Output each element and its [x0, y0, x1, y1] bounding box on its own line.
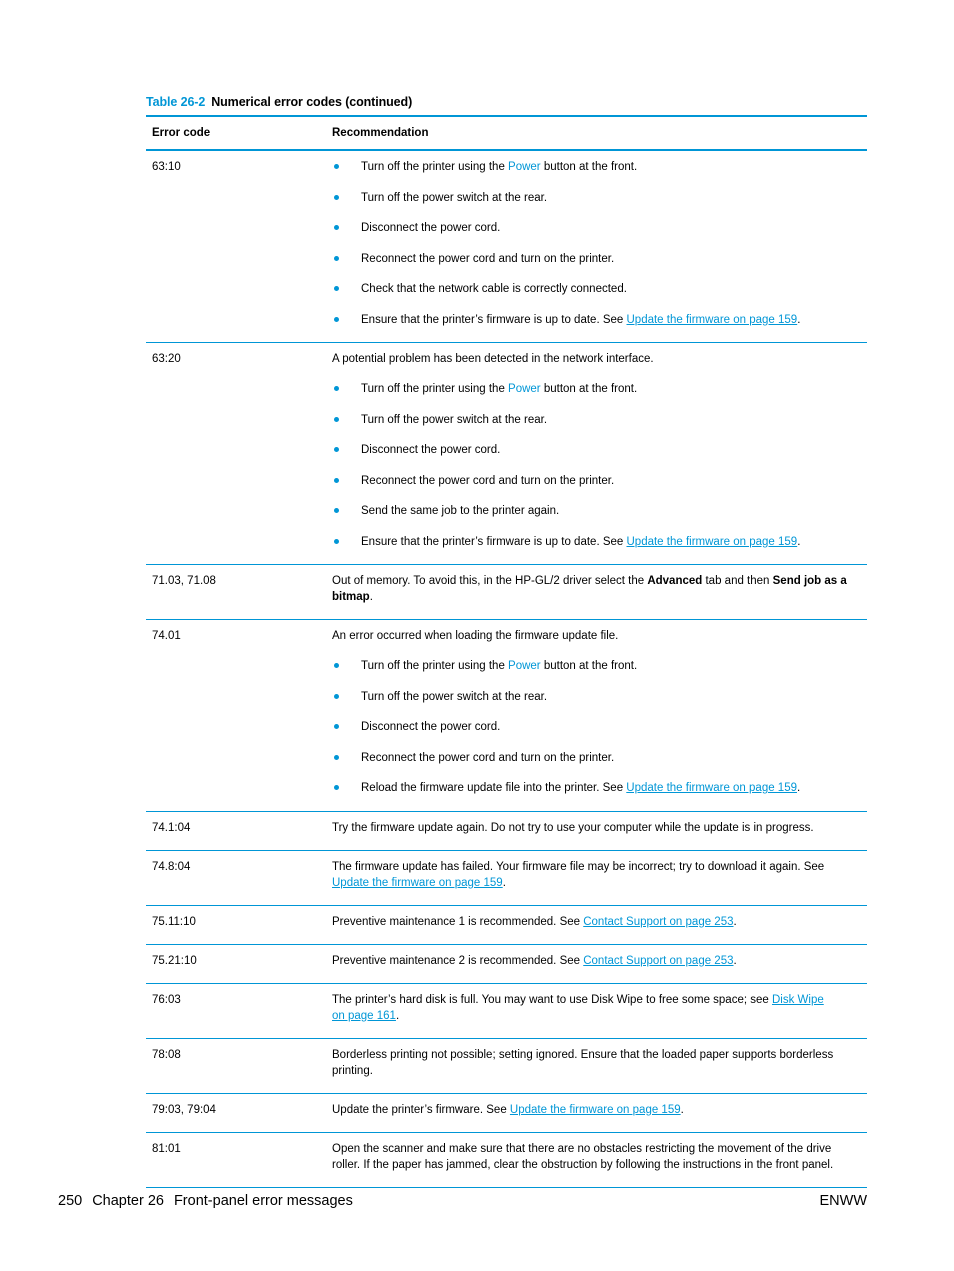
header-recommendation: Recommendation [332, 127, 429, 139]
bullet-icon [334, 508, 339, 513]
table-row [146, 565, 867, 620]
list-item: Turn off the printer using the Power button at the front. [332, 159, 859, 175]
bullet-icon [334, 785, 339, 790]
error-code: 81:01 [152, 1142, 181, 1155]
bullet-icon [334, 663, 339, 668]
list-item: Disconnect the power cord. [332, 442, 859, 458]
contact-support-link[interactable]: Contact Support on page 253 [583, 915, 734, 928]
firmware-link[interactable]: Update the firmware on page 159 [626, 313, 798, 326]
locale-code: ENWW [819, 1193, 867, 1209]
list-item: Turn off the power switch at the rear. [332, 190, 859, 206]
list-item: Send the same job to the printer again. [332, 503, 859, 519]
error-code: 74.8:04 [152, 860, 191, 873]
advanced-tab-name: Advanced [647, 575, 703, 587]
firmware-link[interactable]: Update the firmware on page 159 [509, 1103, 681, 1116]
bullet-icon [334, 755, 339, 760]
bullet-icon [334, 539, 339, 544]
firmware-link[interactable]: Update the firmware on page 159 [332, 876, 503, 889]
table-row [146, 1133, 867, 1188]
power-button-name: Power [508, 383, 541, 395]
list-item: Turn off the power switch at the rear. [332, 412, 859, 428]
disk-wipe-link[interactable]: Disk Wipe [771, 993, 824, 1006]
error-code: 63:20 [152, 353, 181, 365]
error-code: 78:08 [152, 1048, 181, 1061]
list-item: Reconnect the power cord and turn on the printer. [332, 750, 859, 766]
bullet-list [332, 658, 859, 796]
bullet-icon [334, 317, 339, 322]
recommendation [326, 151, 867, 342]
chapter-title: Front-panel error messages [173, 1193, 353, 1209]
bullet-icon [334, 694, 339, 699]
table-row [146, 620, 867, 812]
list-item: Turn off the printer using the Power button at the front. [332, 381, 859, 397]
disk-wipe-link-page[interactable]: on page 161 [332, 1009, 396, 1022]
list-item: Ensure that the printer’s firmware is up to date. See Update the firmware on page 159. [332, 534, 859, 550]
recommendation: Out of memory. To avoid this, in the HP-GL/2 driver select the Advanced tab and then Send job as a bitmap. [332, 575, 847, 603]
bullet-icon [334, 417, 339, 422]
page-footer [58, 1193, 363, 1209]
recommendation: Update the printer’s firmware. See Update the firmware on page 159. [332, 1103, 684, 1116]
error-code: 71.03, 71.08 [152, 575, 216, 587]
bullet-icon [334, 724, 339, 729]
bullet-list [332, 159, 859, 328]
contact-support-link[interactable]: Contact Support on page 253 [583, 954, 734, 967]
table-number: Table 26-2 [146, 95, 206, 109]
recommendation: Try the firmware update again. Do not try to use your computer while the update is in progress. [332, 821, 814, 834]
table-row [146, 851, 867, 906]
recommendation: The printer’s hard disk is full. You may want to use Disk Wipe to free some space; see Disk Wipe on page 161. [332, 993, 824, 1022]
recommendation: Borderless printing not possible; setting ignored. Ensure that the loaded paper supports borderless printing. [332, 1048, 834, 1077]
error-code: 74.1:04 [152, 821, 191, 834]
error-codes-table [146, 115, 867, 1188]
table-row [146, 1039, 867, 1094]
header-error-code: Error code [152, 127, 211, 139]
list-item: Turn off the printer using the Power button at the front. [332, 658, 859, 674]
table-row [146, 984, 867, 1039]
firmware-link[interactable]: Update the firmware on page 159 [626, 535, 798, 548]
list-item: Reconnect the power cord and turn on the printer. [332, 251, 859, 267]
list-item: Ensure that the printer’s firmware is up to date. See Update the firmware on page 159. [332, 312, 859, 328]
list-item: Reconnect the power cord and turn on the printer. [332, 473, 859, 489]
recommendation [326, 343, 867, 564]
table-row [146, 906, 867, 945]
table-header [146, 117, 867, 151]
list-item: Disconnect the power cord. [332, 719, 859, 735]
recommendation: Open the scanner and make sure that there are no obstacles restricting the movement of the drive roller. If the paper has jammed, clear the obstruction by following the instructions in the front panel. [332, 1142, 834, 1171]
send-job-option-cont: bitmap [332, 591, 370, 603]
bullet-icon [334, 164, 339, 169]
bullet-icon [334, 386, 339, 391]
power-button-name: Power [508, 161, 541, 173]
recommendation-intro: An error occurred when loading the firmware update file. [332, 630, 619, 642]
bullet-icon [334, 256, 339, 261]
error-code: 76:03 [152, 993, 181, 1006]
table-title: Numerical error codes (continued) [211, 95, 413, 109]
list-item: Check that the network cable is correctly connected. [332, 281, 859, 297]
bullet-icon [334, 286, 339, 291]
error-code: 63:10 [152, 161, 181, 173]
firmware-link[interactable]: Update the firmware on page 159 [626, 782, 797, 794]
list-item: Turn off the power switch at the rear. [332, 689, 859, 705]
error-code: 75.11:10 [152, 915, 196, 928]
table-row [146, 812, 867, 851]
power-button-name: Power [508, 660, 541, 672]
error-code: 75.21:10 [152, 954, 197, 967]
recommendation [326, 620, 867, 811]
error-code: 74.01 [152, 630, 181, 642]
page-number: 250 [58, 1193, 83, 1209]
recommendation: The firmware update has failed. Your firmware file may be incorrect; try to download it again. See Update the firmware on page 159. [332, 860, 825, 889]
table-row [146, 343, 867, 565]
list-item: Reload the firmware update file into the printer. See Update the firmware on page 159. [332, 780, 859, 796]
recommendation: Preventive maintenance 1 is recommended. See Contact Support on page 253. [332, 915, 737, 928]
bullet-icon [334, 447, 339, 452]
error-code: 79:03, 79:04 [152, 1103, 216, 1116]
bullet-icon [334, 195, 339, 200]
recommendation-intro: A potential problem has been detected in the network interface. [332, 353, 654, 365]
bullet-list [332, 381, 859, 550]
table-caption [146, 95, 412, 109]
table-row [146, 945, 867, 984]
recommendation: Preventive maintenance 2 is recommended. See Contact Support on page 253. [332, 954, 737, 967]
list-item: Disconnect the power cord. [332, 220, 859, 236]
table-row [146, 1094, 867, 1133]
send-job-option: Send job as a [772, 575, 847, 587]
bullet-icon [334, 225, 339, 230]
chapter-label: Chapter 26 [92, 1193, 164, 1209]
bullet-icon [334, 478, 339, 483]
table-row [146, 151, 867, 343]
